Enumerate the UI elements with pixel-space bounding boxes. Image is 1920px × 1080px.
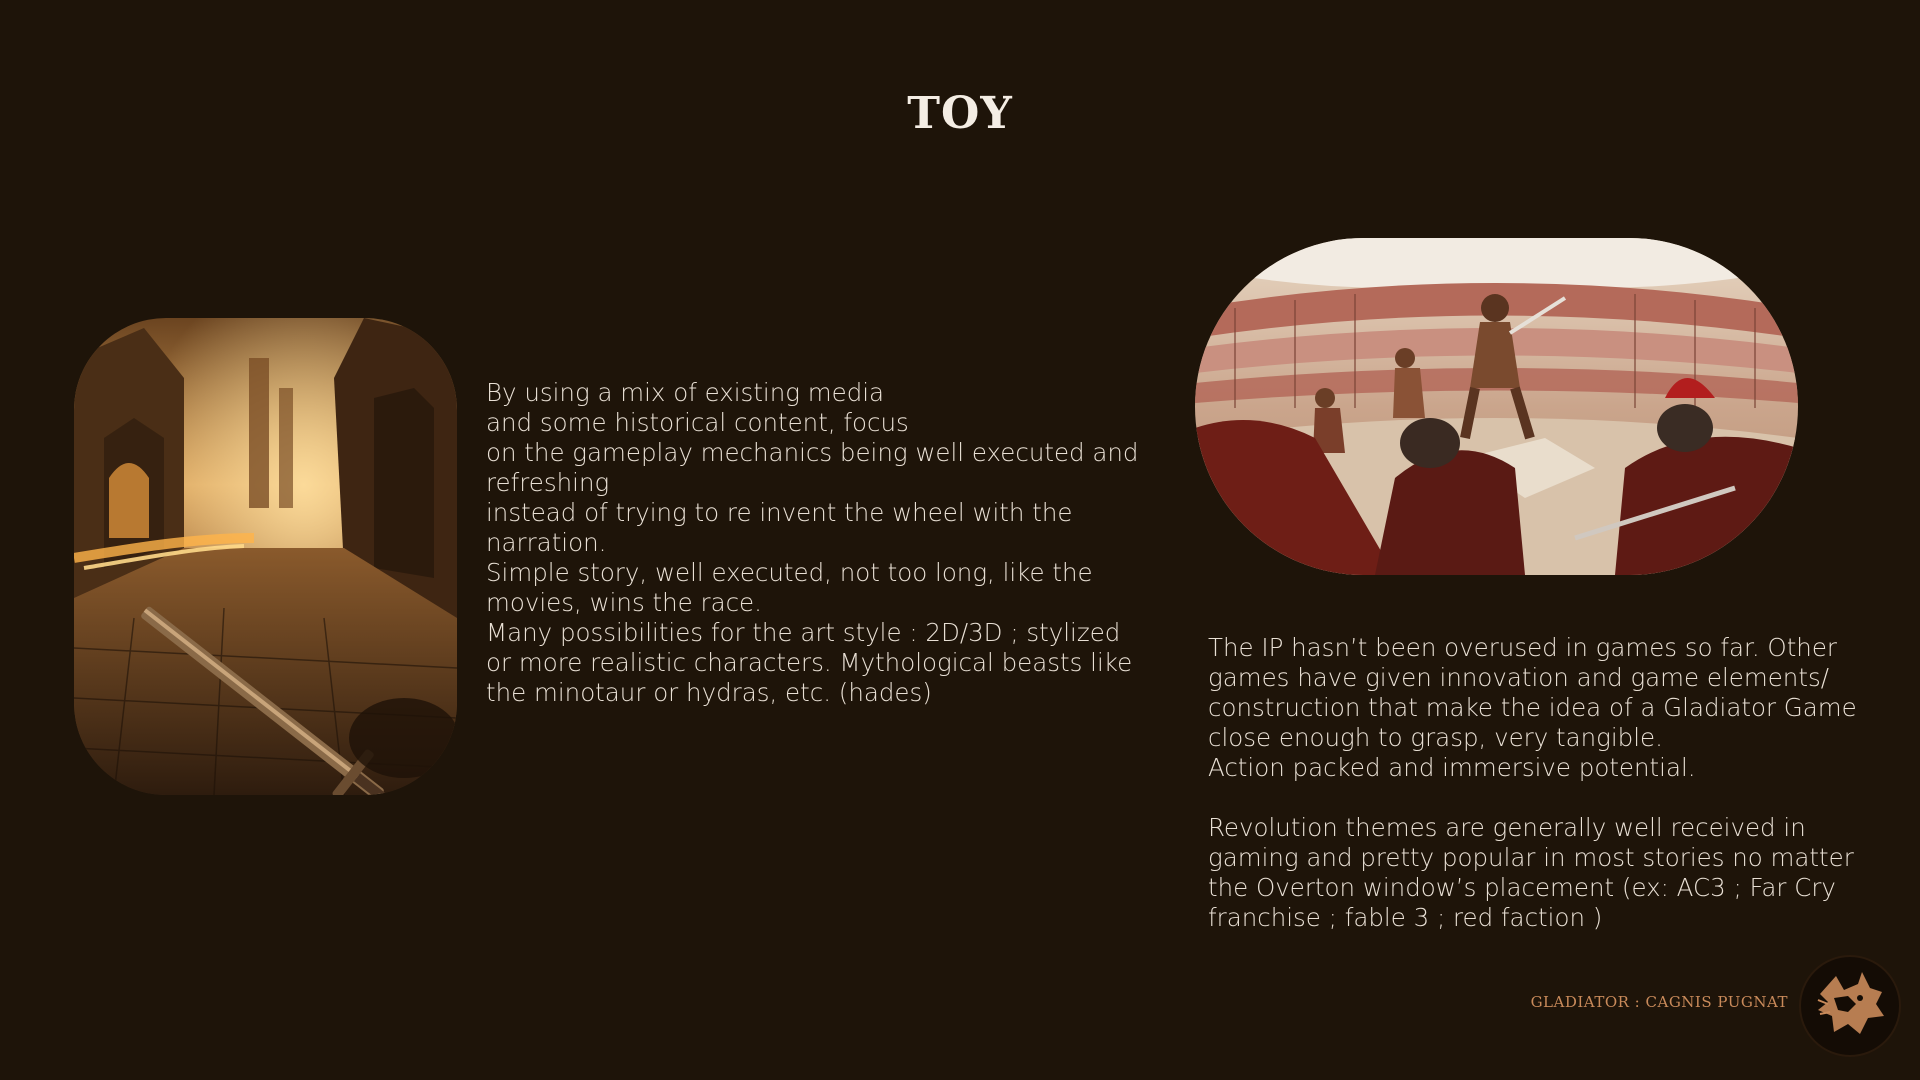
text-line: close enough to grasp, very tangible. — [1208, 723, 1663, 752]
text-line: Revolution themes are generally well received in — [1208, 813, 1806, 842]
text-line: Simple story, well executed, not too long, like the — [486, 558, 1093, 587]
text-line: and some historical content, focus — [486, 408, 909, 437]
text-line: games have given innovation and game elements/ — [1208, 663, 1829, 692]
text-line: or more realistic characters. Mythological beasts like — [486, 648, 1133, 677]
text-line: Many possibilities for the art style : 2D/3D ; stylized — [486, 618, 1121, 647]
text-line: refreshing — [486, 468, 610, 497]
text-line: Action packed and immersive potential. — [1208, 753, 1696, 782]
slide-title: TOY — [907, 88, 1013, 139]
paragraph-gap — [1208, 783, 1857, 813]
arena-battle-illustration — [1195, 238, 1798, 575]
text-line: the Overton window’s placement (ex: AC3 ; Far Cry — [1208, 873, 1836, 902]
text-line: the minotaur or hydras, etc. (hades) — [486, 678, 932, 707]
text-line: movies, wins the race. — [486, 588, 762, 617]
footer-label: GLADIATOR : CAGNIS PUGNAT — [1530, 993, 1788, 1011]
text-line: narration. — [486, 528, 607, 557]
right-description — [1208, 633, 1857, 933]
street-sword-illustration — [74, 318, 457, 795]
text-line: construction that make the idea of a Gladiator Game — [1208, 693, 1857, 722]
text-line: franchise ; fable 3 ; red faction ) — [1208, 903, 1603, 932]
text-line: on the gameplay mechanics being well executed and — [486, 438, 1139, 467]
wolf-head-icon — [1798, 954, 1902, 1058]
text-line: gaming and pretty popular in most stories no matter — [1208, 843, 1854, 872]
text-line: The IP hasn’t been overused in games so far. Other — [1208, 633, 1837, 662]
left-description — [486, 378, 1138, 708]
text-line: By using a mix of existing media — [486, 378, 885, 407]
text-line: instead of trying to re invent the wheel with the — [486, 498, 1073, 527]
